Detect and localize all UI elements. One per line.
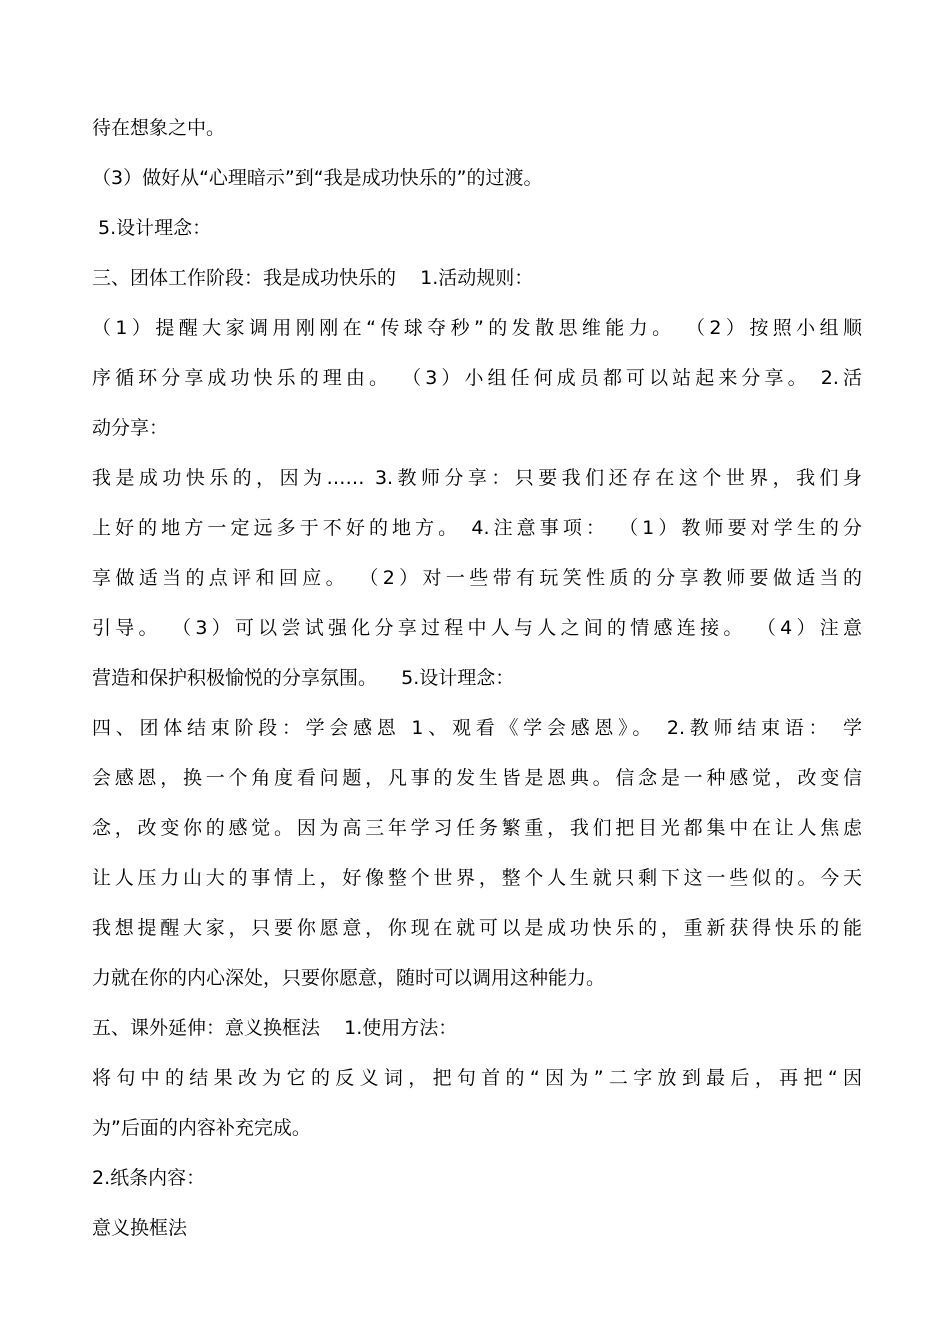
text-line: 上好的地方一定远多于不好的地方。 4.注意事项： （1）教师要对学生的分 (92, 517, 862, 539)
text-line: 我是成功快乐的，因为…… 3.教师分享：只要我们还存在这个世界，我们身 (92, 467, 862, 489)
text-line: 我想提醒大家，只要你愿意，你现在就可以是成功快乐的，重新获得快乐的能 (92, 917, 862, 939)
text-line: 意义换框法 (92, 1217, 188, 1239)
text-line: 三、团体工作阶段：我是成功快乐的 1.活动规则： (92, 267, 534, 289)
text-line: 享做适当的点评和回应。 （2）对一些带有玩笑性质的分享教师要做适当的 (92, 567, 862, 589)
text-line: 将句中的结果改为它的反义词，把句首的“因为”二字放到最后，再把“因 (92, 1067, 862, 1089)
text-line: 力就在你的内心深处，只要你愿意，随时可以调用这种能力。 (92, 967, 606, 989)
text-line: 为”后面的内容补充完成。 (92, 1117, 311, 1139)
text-line: 序循环分享成功快乐的理由。 （3）小组任何成员都可以站起来分享。 2.活 (92, 367, 862, 389)
text-line: 会感恩，换一个角度看问题，凡事的发生皆是恩典。信念是一种感觉，改变信 (92, 767, 862, 789)
text-line: 5.设计理念： (92, 217, 212, 239)
text-line: 念，改变你的感觉。因为高三年学习任务繁重，我们把目光都集中在让人焦虑 (92, 817, 862, 839)
text-line: 让人压力山大的事情上，好像整个世界，整个人生就只剩下这一些似的。今天 (92, 867, 862, 889)
text-line: （3）做好从“心理暗示”到“我是成功快乐的”的过渡。 (92, 167, 543, 189)
text-line: 四、团体结束阶段：学会感恩 1、观看《学会感恩》。 2.教师结束语： 学 (92, 717, 862, 739)
document-body (92, 103, 862, 1253)
text-line: 待在想象之中。 (92, 117, 226, 139)
text-line: （1）提醒大家调用刚刚在“传球夺秒”的发散思维能力。 （2）按照小组顺 (92, 317, 862, 339)
text-line: 动分享： (92, 417, 169, 439)
text-line: 营造和保护积极愉悦的分享氛围。 5.设计理念： (92, 667, 515, 689)
text-line: 五、课外延伸：意义换框法 1.使用方法： (92, 1017, 458, 1039)
text-line: 2.纸条内容： (92, 1167, 206, 1189)
text-line: 引导。 （3）可以尝试强化分享过程中人与人之间的情感连接。 （4）注意 (92, 617, 862, 639)
